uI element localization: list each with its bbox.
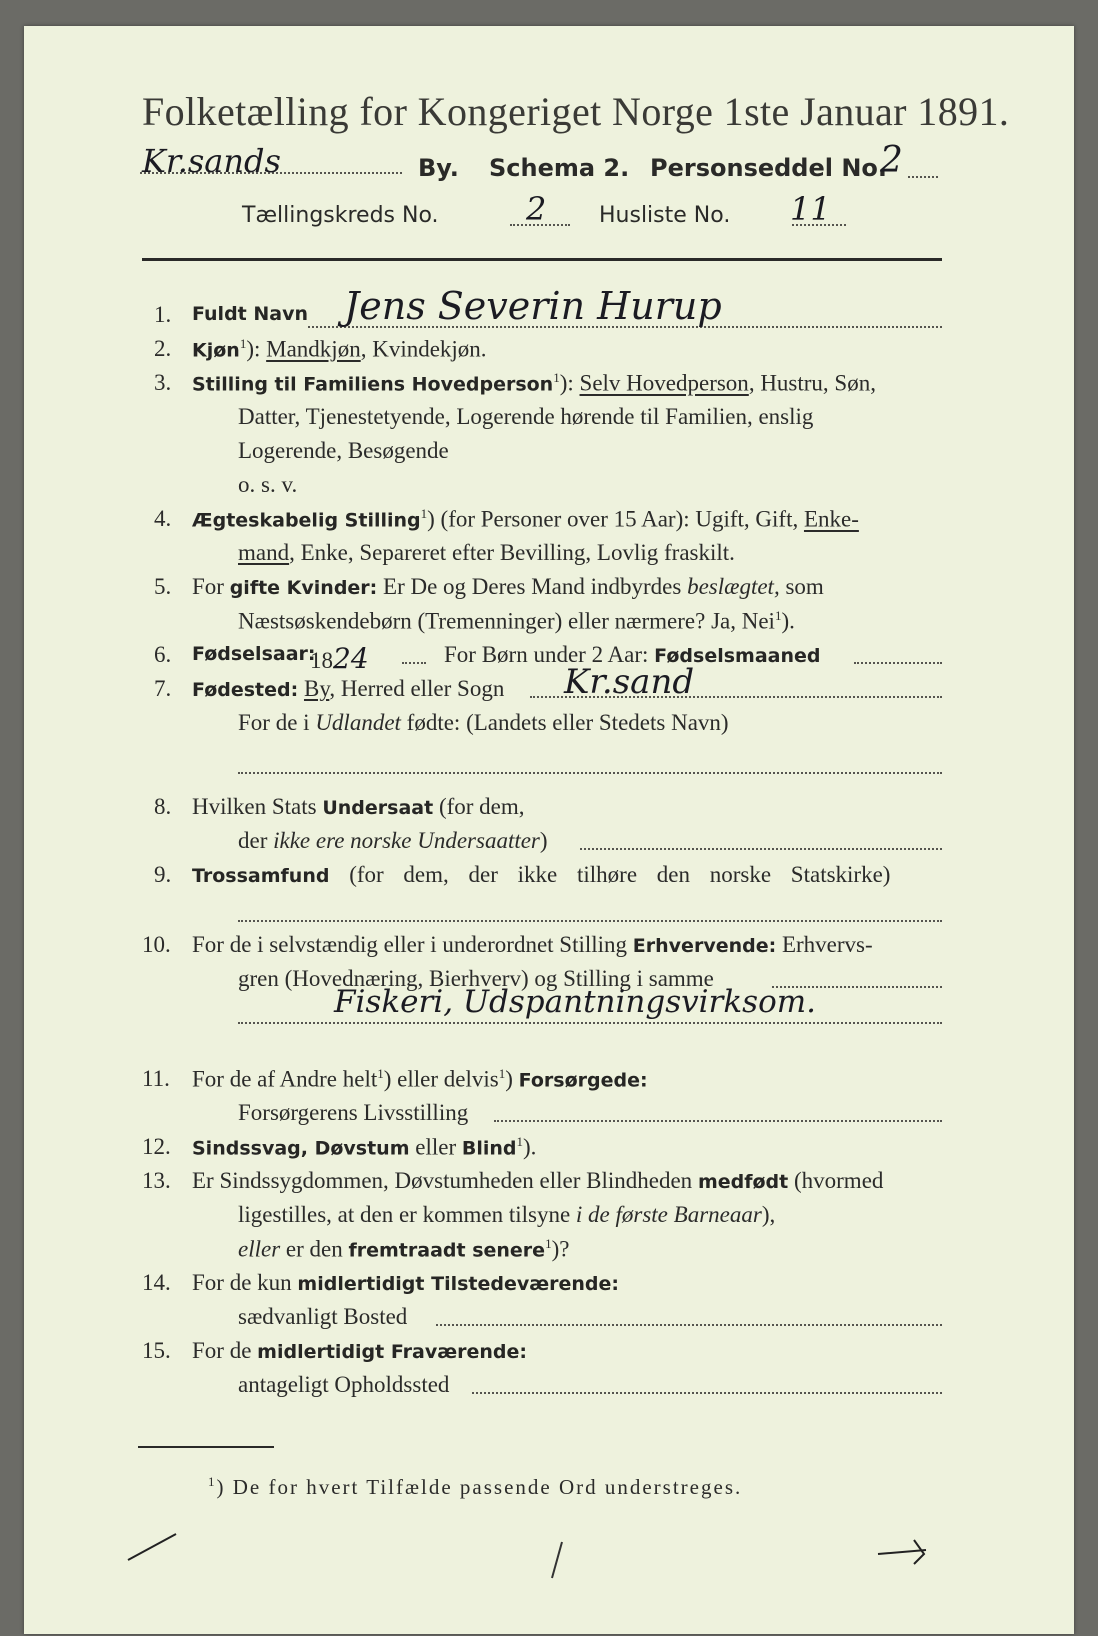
item-number-8: 8.	[154, 794, 172, 819]
item-number-6: 6.	[154, 642, 172, 667]
personseddel-no: 2	[880, 140, 903, 181]
disability-mid: eller	[409, 1134, 462, 1160]
occupation-answer-dots	[238, 1022, 942, 1024]
supported-pre: For de af Andre helt	[192, 1066, 378, 1092]
citizenship-rest: (for dem,	[433, 794, 525, 819]
birth-year-printed: 18	[310, 648, 333, 673]
kreds-label: Tællingskreds No.	[242, 203, 439, 228]
form-title: Folketælling for Kongeriget Norge 1ste Januar 1891.	[142, 89, 1010, 134]
married-women-footnote-mark: 1	[774, 608, 782, 623]
husliste-dots	[792, 224, 846, 226]
supported-label: Forsørgede:	[518, 1069, 648, 1092]
citizenship-line2-pre: der	[238, 828, 274, 853]
personseddel-dots	[908, 176, 938, 178]
religion-rest: (for dem, der ikke tilhøre den norske Statskirke)	[329, 862, 891, 887]
congenital-line3-mid: er den	[280, 1236, 349, 1262]
congenital-end: )?	[551, 1236, 570, 1262]
item-number-10: 10.	[142, 932, 171, 957]
supported-dots	[494, 1120, 942, 1122]
married-women-rest: som	[779, 574, 824, 599]
husliste-label: Husliste No.	[599, 203, 731, 228]
married-women-end: ).	[781, 608, 795, 634]
birthplace-abroad-rest: fødte: (Landets eller Stedets Navn)	[400, 710, 729, 735]
sex-sep: ):	[246, 336, 267, 362]
birth-year-label: Fødselsaar:	[192, 643, 316, 665]
census-form-sheet	[24, 26, 1074, 1634]
birth-month-label: Fødselsmaaned	[654, 645, 821, 667]
citizenship-line1	[192, 794, 525, 820]
occupation-label: Erhvervende:	[632, 935, 777, 957]
item-number-11: 11.	[142, 1066, 170, 1091]
husliste-no: 11	[790, 190, 831, 228]
congenital-line2-italic: i de første Barneaar	[575, 1202, 762, 1227]
congenital-pre: Er Sindssygdommen, Døvstumheden eller Blindheden	[192, 1168, 698, 1193]
citizenship-label: Undersaat	[322, 797, 434, 819]
married-women-line1	[192, 574, 824, 600]
family-position-line1	[192, 370, 876, 397]
supported-footnote-mark-1: 1	[377, 1066, 384, 1081]
congenital-line1	[192, 1168, 883, 1194]
congenital-rest: (hvormed	[788, 1168, 884, 1193]
supported-line1	[192, 1066, 648, 1093]
disability-line	[192, 1134, 536, 1161]
supported-line2: Forsørgerens Livsstilling	[238, 1100, 469, 1125]
marital-selected-part2: mand	[238, 540, 290, 565]
birth-month-dots	[854, 662, 942, 664]
birthplace-selected-by: By	[303, 676, 330, 701]
congenital-label: medfødt	[697, 1171, 789, 1193]
congenital-later-label: fremtraadt senere	[348, 1239, 546, 1262]
item-number-4: 4.	[154, 506, 172, 531]
temporary-present-dots	[436, 1324, 942, 1326]
birthplace-line1	[192, 676, 504, 702]
full-name-label: Fuldt Navn	[192, 303, 309, 325]
disability-label: Sindssvag, Døvstum	[192, 1137, 410, 1160]
citizenship-line2-italic: ikke ere norske Undersaatter	[273, 828, 540, 853]
sex-label: Kjøn	[192, 339, 240, 362]
citizenship-dots	[580, 848, 942, 850]
congenital-line2-end: ),	[761, 1202, 776, 1227]
marital-line2	[238, 540, 735, 566]
town-handwritten: Kr.sands	[142, 142, 281, 180]
congenital-line2	[238, 1202, 775, 1228]
citizenship-pre: Hvilken Stats	[192, 794, 323, 819]
temporary-present-line1	[192, 1270, 619, 1296]
item-number-5: 5.	[154, 574, 172, 599]
pen-mark-right	[874, 1532, 934, 1572]
birth-month-condition: For Børn under 2 Aar:	[444, 642, 655, 667]
married-women-label: gifte Kvinder:	[229, 577, 378, 599]
citizenship-line2	[238, 828, 548, 854]
birthplace-answer: Kr.sand	[564, 662, 695, 702]
congenital-line3-italic: eller	[238, 1236, 281, 1262]
sex-footnote-mark: 1	[239, 336, 247, 351]
header-divider	[142, 258, 942, 261]
family-position-options-a: , Hustru, Søn,	[748, 370, 876, 396]
birthplace-line2	[238, 710, 729, 736]
congenital-line3	[238, 1236, 569, 1263]
temporary-present-line2: sædvanligt Bosted	[238, 1304, 408, 1329]
supported-mid2: )	[505, 1066, 519, 1092]
item-number-14: 14.	[142, 1270, 171, 1295]
birth-year-value	[310, 642, 369, 675]
family-position-line2: Datter, Tjenestetyende, Logerende hørende til Familien, enslig	[238, 404, 814, 429]
birth-year-dots	[402, 662, 426, 664]
married-women-italic: beslægtet,	[687, 574, 780, 599]
birthplace-abroad-italic: Udlandet	[315, 710, 401, 735]
disability-label-blind: Blind	[461, 1137, 517, 1160]
item-number-1: 1.	[154, 302, 172, 327]
birthplace-abroad-pre: For de i	[238, 710, 316, 735]
family-position-line4: o. s. v.	[238, 472, 298, 497]
religion-dots	[238, 920, 942, 922]
sex-option-female: , Kvindekjøn.	[360, 336, 487, 362]
marital-line1	[192, 506, 859, 533]
marital-selected-part1: Enke-	[803, 506, 859, 532]
item-number-2: 2.	[154, 336, 172, 361]
birthplace-abroad-dots	[238, 772, 942, 774]
marital-label: Ægteskabelig Stilling	[192, 509, 421, 532]
occupation-rest: Erhvervs-	[776, 932, 873, 957]
occupation-pre: For de i selvstændig eller i underordnet Stilling	[192, 932, 633, 957]
married-women-line2-text: Næstsøskendebørn (Tremenninger) eller nærmere? Ja, Nei	[238, 608, 775, 634]
family-position-footnote-mark: 1	[553, 370, 560, 385]
footnote-rule	[138, 1446, 274, 1448]
temporary-present-pre: For de kun	[192, 1270, 298, 1295]
footnote-text: ) De for hvert Tilfælde passende Ord understreges.	[216, 1475, 743, 1499]
sex-line	[192, 336, 487, 363]
supported-footnote-mark-2: 1	[498, 1066, 506, 1081]
item-number-3: 3.	[154, 370, 172, 395]
occupation-line1	[192, 932, 873, 958]
sex-option-male: Mandkjøn	[266, 336, 361, 362]
temporary-absent-line2: antageligt Opholdssted	[238, 1372, 450, 1397]
footnote-mark: 1	[208, 1474, 217, 1489]
family-position-sep: ):	[559, 370, 580, 396]
occupation-line2: gren (Hovednæring, Bierhverv) og Stilling i samme	[238, 966, 714, 991]
citizenship-line2-end: )	[539, 828, 548, 853]
birth-year-handwritten: 24	[333, 642, 369, 675]
marital-options-a: ) (for Personer over 15 Aar): Ugift, Gift,	[427, 506, 804, 532]
birthplace-options: , Herred eller Sogn	[329, 676, 505, 701]
disability-footnote-mark: 1	[516, 1134, 524, 1149]
temporary-absent-label: midlertidigt Fraværende:	[257, 1341, 527, 1363]
temporary-absent-dots	[472, 1392, 942, 1394]
kreds-no: 2	[526, 190, 547, 228]
full-name-answer: Jens Severin Hurup	[344, 284, 722, 328]
footnote	[208, 1474, 742, 1500]
item-number-7: 7.	[154, 676, 172, 701]
marital-options-b: , Enke, Separeret efter Bevilling, Lovlig fraskilt.	[289, 540, 735, 565]
congenital-footnote-mark: 1	[545, 1236, 552, 1251]
kreds-dots	[510, 224, 570, 226]
married-women-pre: For	[192, 574, 230, 599]
birthplace-label: Fødested:	[192, 679, 299, 701]
temporary-present-label: midlertidigt Tilstedeværende:	[297, 1273, 620, 1295]
occupation-answer: Fiskeri, Udspantningsvirksom.	[334, 984, 816, 1020]
pen-mark-center	[544, 1538, 574, 1588]
by-label: By.	[418, 154, 459, 182]
married-women-question: Er De og Deres Mand indbyrdes	[377, 574, 688, 599]
personseddel-label: Personseddel No.	[650, 154, 888, 182]
item-number-9: 9.	[154, 862, 172, 887]
item-number-12: 12.	[142, 1134, 171, 1159]
congenital-line2-pre: ligestilles, at den er kommen tilsyne	[238, 1202, 576, 1227]
temporary-absent-line1	[192, 1338, 527, 1364]
supported-mid: ) eller delvis	[383, 1066, 499, 1092]
married-women-line2	[238, 608, 795, 635]
marital-footnote-mark: 1	[420, 506, 428, 521]
temporary-absent-pre: For de	[192, 1338, 258, 1363]
family-position-line3: Logerende, Besøgende	[238, 438, 449, 463]
item-number-15: 15.	[142, 1338, 171, 1363]
disability-end: ).	[523, 1134, 537, 1160]
family-position-label: Stilling til Familiens Hovedperson	[192, 373, 554, 396]
family-position-selected: Selv Hovedperson	[579, 370, 749, 396]
religion-label: Trossamfund	[192, 865, 330, 887]
pen-mark-left	[124, 1526, 184, 1566]
item-number-13: 13.	[142, 1168, 171, 1193]
schema-label: Schema 2.	[489, 154, 630, 182]
religion-line	[192, 862, 890, 888]
